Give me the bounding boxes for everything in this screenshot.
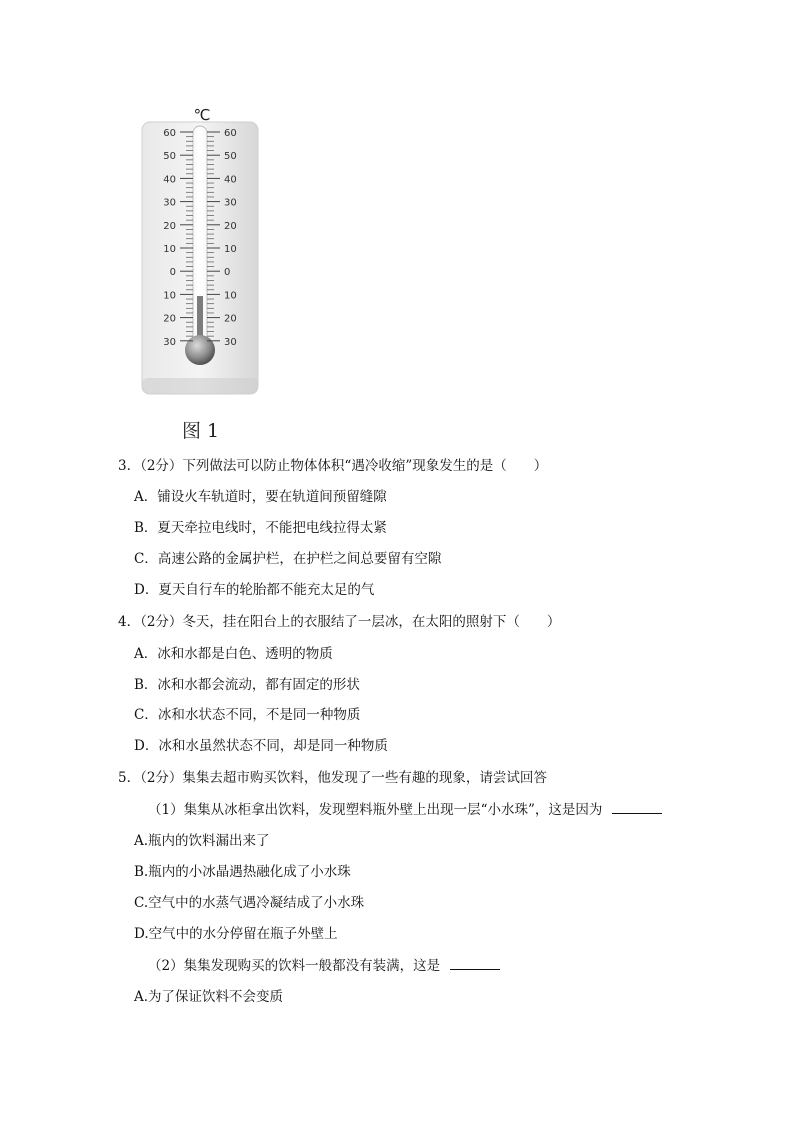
left-scale-label: 40 (163, 174, 176, 186)
thermometer-figure (140, 100, 260, 400)
question-5-stem: 5．（2分）集集去超市购买饮料，他发现了一些有趣的现象，请尝试回答 (118, 770, 547, 786)
right-scale-label: 0 (224, 267, 231, 279)
question-4-stem: 4．（2分）冬天，挂在阳台上的衣服结了一层冰，在太阳的照射下（ ） (118, 614, 561, 630)
right-scale-label: 40 (224, 174, 237, 186)
left-scale-label: 60 (163, 128, 176, 139)
right-scale-label: 20 (224, 220, 237, 232)
left-scale-label: 50 (163, 151, 176, 163)
unit-label: ℃ (193, 106, 211, 124)
answer-blank-2[interactable] (450, 957, 500, 970)
figure-caption: 图 1 (182, 420, 220, 442)
question-3-option-a: A．铺设火车轨道时，要在轨道间预留缝隙 (134, 489, 387, 505)
question-3-stem: 3．（2分）下列做法可以防止物体体积“遇冷收缩”现象发生的是（ ） (118, 458, 548, 474)
left-scale-label: 30 (163, 197, 176, 209)
question-5-part-2-text: （2）集集发现购买的饮料一般都没有装满，这是 (148, 958, 441, 974)
question-4-option-b: B．冰和水都会流动，都有固定的形状 (134, 677, 360, 693)
left-scale-label: 30 (163, 336, 176, 348)
right-scale-label: 30 (224, 197, 237, 209)
left-scale-label: 10 (163, 244, 176, 255)
question-4-option-c: C．冰和水状态不同，不是同一种物质 (134, 707, 361, 723)
left-scale-label: 0 (169, 267, 176, 279)
right-scale-label: 10 (224, 244, 237, 255)
question-5-part-2-option-a: A.为了保证饮料不会变质 (134, 989, 284, 1005)
question-5-part-1-option-c: C.空气中的水蒸气遇冷凝结成了小水珠 (134, 895, 365, 911)
right-scale-label: 10 (224, 290, 237, 302)
question-3-option-b: B．夏天牵拉电线时，不能把电线拉得太紧 (134, 520, 387, 536)
question-5-part-1 (148, 801, 662, 819)
left-scale-label: 10 (163, 290, 176, 302)
question-5-part-1-option-b: B.瓶内的小冰晶遇热融化成了小水珠 (134, 864, 351, 880)
question-4-option-d: D．冰和水虽然状态不同，却是同一种物质 (134, 738, 388, 754)
question-5-part-1-text: （1）集集从冰柜拿出饮料，发现塑料瓶外壁上出现一层“小水珠”，这是因为 (148, 802, 603, 818)
question-5-part-1-option-d: D.空气中的水分停留在瓶子外壁上 (134, 926, 338, 942)
question-4-option-a: A．冰和水都是白色、透明的物质 (134, 646, 333, 662)
right-scale-label: 50 (224, 151, 237, 163)
question-3-option-d: D．夏天自行车的轮胎都不能充太足的气 (134, 582, 375, 598)
right-scale-label: 30 (224, 336, 237, 348)
question-5-part-2 (148, 957, 500, 975)
right-scale-label: 20 (224, 313, 237, 325)
answer-blank-1[interactable] (612, 801, 662, 814)
question-5-part-1-option-a: A.瓶内的饮料漏出来了 (134, 833, 270, 849)
left-scale-label: 20 (163, 313, 176, 325)
question-3-option-c: C．高速公路的金属护栏，在护栏之间总要留有空隙 (134, 551, 442, 567)
right-scale-label: 60 (224, 128, 237, 139)
left-scale-label: 20 (163, 220, 176, 232)
